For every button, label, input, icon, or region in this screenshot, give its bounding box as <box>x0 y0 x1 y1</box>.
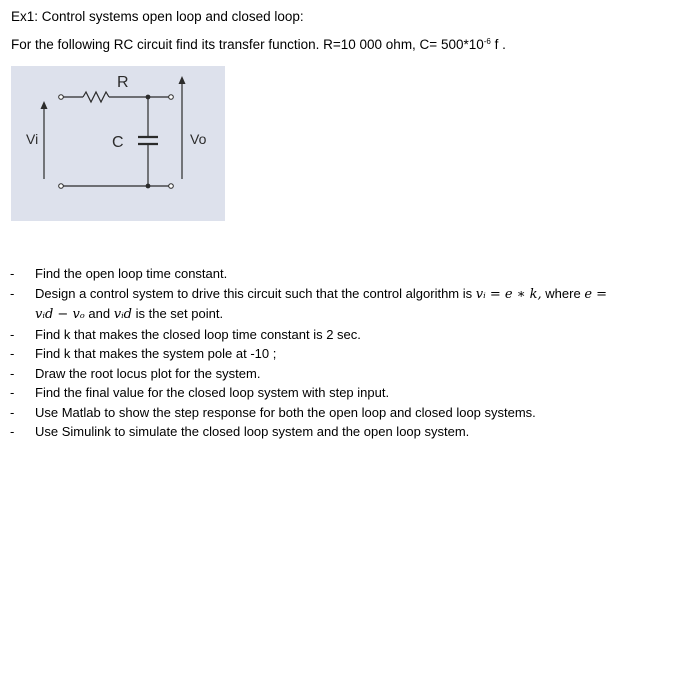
task-text: Find k that makes the closed loop time constant is 2 sec. <box>35 326 361 342</box>
output-arrow-head <box>179 76 186 84</box>
task-item <box>10 264 607 284</box>
task-item <box>10 403 607 423</box>
terminal-bottom-right <box>169 184 174 189</box>
task-text: Draw the root locus plot for the system. <box>35 365 261 381</box>
task-item <box>10 325 607 345</box>
bullet-dash: - <box>10 404 15 420</box>
rc-circuit-diagram <box>11 66 225 221</box>
task-item <box>10 344 607 364</box>
error-formula: vᵢd − vₒ <box>35 307 85 322</box>
error-definition: e = <box>584 286 608 302</box>
exercise-title: Ex1: Control systems open loop and closed loop: <box>11 9 304 24</box>
task-text-where: where <box>541 285 585 301</box>
task-text: Find the open loop time constant. <box>35 266 228 281</box>
task-text-setpoint: is the set point. <box>132 306 224 321</box>
terminal-top-right <box>169 95 174 100</box>
task-item <box>10 284 607 325</box>
task-text: Use Matlab to show the step response for both the open loop and closed loop systems. <box>35 404 536 420</box>
terminal-bottom-left <box>59 184 64 189</box>
input-arrow-head <box>41 101 48 109</box>
bullet-dash: - <box>10 365 15 381</box>
bullet-dash: - <box>10 424 15 439</box>
setpoint-symbol: vᵢd <box>113 307 132 322</box>
task-item <box>10 383 607 403</box>
capacitor-label: C <box>112 134 124 151</box>
resistor-label: R <box>117 74 129 91</box>
bullet-dash: - <box>10 326 15 342</box>
bullet-dash: - <box>10 285 15 301</box>
input-voltage-label: Vi <box>26 131 39 147</box>
junction-dot-top <box>146 95 151 100</box>
task-text-and: and <box>84 306 114 321</box>
task-text: Find the final value for the closed loop system with step input. <box>35 385 390 400</box>
terminal-top-left <box>59 95 64 100</box>
resistor-symbol <box>83 92 109 102</box>
task-text: Find k that makes the system pole at -10 ; <box>35 346 277 361</box>
task-item <box>10 364 607 384</box>
rc-circuit-svg <box>11 66 225 221</box>
junction-dot-bottom <box>146 184 151 189</box>
bullet-dash: - <box>10 385 15 400</box>
task-text: Design a control system to drive this circuit such that the control algorithm is <box>35 285 476 301</box>
task-item <box>10 422 607 442</box>
bullet-dash: - <box>10 346 15 361</box>
task-text: Use Simulink to simulate the closed loop system and the open loop system. <box>35 424 470 439</box>
task-list <box>10 264 607 442</box>
bullet-dash: - <box>10 266 15 281</box>
problem-text: For the following RC circuit find its transfer function. R=10 000 ohm, C= 500*10 <box>11 37 484 52</box>
capacitance-exponent: -6 <box>483 37 491 46</box>
control-law-formula: vᵢ = e ∗ k, <box>475 286 542 302</box>
capacitance-unit: f . <box>490 37 506 52</box>
output-voltage-label: Vo <box>190 131 207 147</box>
problem-statement <box>11 37 506 52</box>
